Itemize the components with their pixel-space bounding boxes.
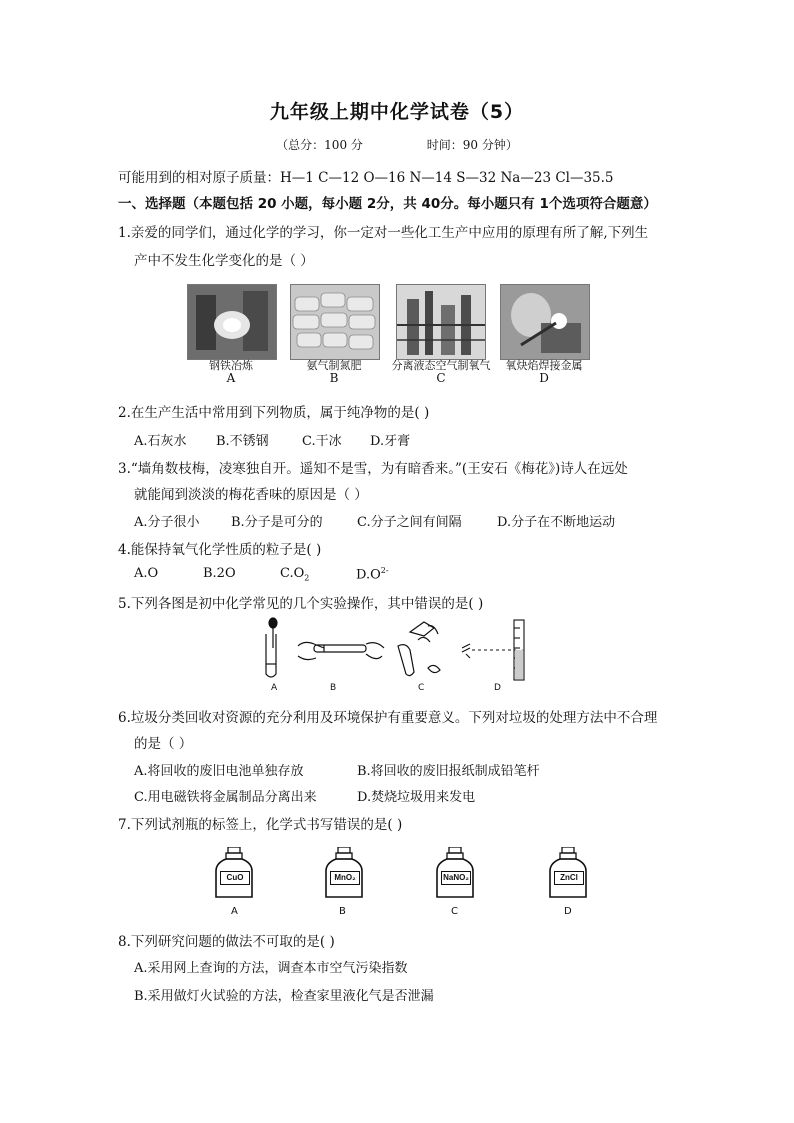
q8-option-b: B.采用做灯火试验的方法，检查家里液化气是否泄漏	[134, 989, 434, 1004]
reagent-bottle-d	[548, 847, 588, 899]
q1-stem-line1: 1.亲爱的同学们，通过化学的学习，你一定对一些化工生产中应用的原理有所了解,下列生	[118, 225, 649, 241]
q3-stem-line2: 就能闻到淡淡的梅花香味的原因是（ ）	[134, 487, 368, 503]
bottle-letter-b: B	[339, 906, 346, 917]
reagent-bottle-a	[214, 847, 254, 899]
q8-stem: 8.下列研究问题的做法不可取的是( )	[118, 934, 335, 950]
exp-a-dropper-icon	[266, 618, 277, 677]
q5-experiment-figure	[258, 614, 538, 684]
q3-option-c: C.分子之间有间隔	[357, 515, 462, 530]
photo-steel-smelting	[187, 284, 277, 360]
q6-option-d: D.焚烧垃圾用来发电	[357, 790, 476, 805]
exam-time: 时间：90 分钟）	[426, 138, 518, 152]
q4-stem: 4.能保持氧气化学性质的粒子是( )	[118, 542, 322, 558]
bottle-b-label: MnO₂	[330, 871, 360, 885]
bottle-a-label: CuO	[220, 871, 250, 885]
q6-option-b: B.将回收的废旧报纸制成铅笔杆	[357, 764, 540, 779]
q4-option-c: $C.O_2$	[280, 566, 310, 583]
bottle-letter-a: A	[231, 906, 238, 917]
q3-option-b: B.分子是可分的	[231, 515, 323, 530]
q2-option-d: D.牙膏	[370, 434, 411, 449]
page-title: 九年级上期中化学试卷（5）	[269, 101, 525, 123]
q8-option-a: A.采用网上查询的方法，调查本市空气污染指数	[134, 961, 408, 976]
q3-option-d: D.分子在不断地运动	[497, 515, 616, 530]
total-score: （总分：100 分	[276, 138, 363, 152]
bottle-letter-c: C	[451, 906, 458, 917]
photo-liquid-air-plant	[396, 284, 486, 360]
caption-d: 氧炔焰焊接金属 D	[505, 359, 583, 385]
reagent-bottle-b	[324, 847, 364, 899]
q2-option-b: B.不锈钢	[216, 434, 269, 449]
q5-label-a: A	[271, 683, 278, 693]
caption-c: 分离液态空气制氧气 C	[391, 359, 491, 385]
q2-stem: 2.在生产生活中常用到下列物质，属于纯净物的是( )	[118, 405, 430, 421]
q7-stem: 7.下列试剂瓶的标签上，化学式书写错误的是( )	[118, 817, 403, 833]
q4-option-b: B.2O	[203, 566, 236, 581]
q6-stem-line2: 的是（ ）	[134, 736, 193, 752]
exp-b-tube-icon	[298, 642, 384, 659]
q5-stem: 5.下列各图是初中化学常见的几个实验操作，其中错误的是( )	[118, 596, 484, 612]
caption-b: 氨气制氮肥 B	[306, 359, 362, 385]
bottle-d-label: ZnCl	[554, 871, 584, 885]
q3-stem-line1: 3.“墙角数枝梅，凌寒独自开。遥知不是雪，为有暗香来。”(王安石《梅花》)诗人在远处	[118, 461, 628, 477]
exp-d-cylinder-icon	[462, 620, 524, 680]
q6-option-c: C.用电磁铁将金属制品分离出来	[134, 790, 317, 805]
q2-option-c: C.干冰	[302, 434, 342, 449]
q4-option-d: $D.O^{2-}$	[356, 566, 389, 583]
q5-label-c: C	[418, 683, 425, 693]
q5-label-b: B	[330, 683, 337, 693]
q2-option-a: A.石灰水	[134, 434, 187, 449]
q6-option-a: A.将回收的废旧电池单独存放	[134, 764, 304, 779]
q6-stem-line1: 6.垃圾分类回收对资源的充分利用及环境保护有重要意义。下列对垃圾的处理方法中不合理	[118, 710, 658, 726]
photo-ammonia-fertilizer	[290, 284, 380, 360]
exam-info	[0, 136, 794, 153]
q3-option-a: A.分子很小	[134, 515, 200, 530]
q5-label-d: D	[494, 683, 501, 693]
atomic-mass-line: 可能用到的相对原子质量：H—1 C—12 O—16 N—14 S—32 Na—23 Cl—35.5	[118, 170, 614, 186]
bottle-c-label: NaNO₂	[441, 871, 471, 885]
section-heading: 一、选择题（本题包括 20 小题，每小题 2分，共 40分。每小题只有 1个选项符合题意）	[118, 196, 657, 212]
caption-a: 钢铁冶炼 A	[209, 359, 253, 385]
q4-option-a: A.O	[134, 566, 159, 581]
q1-stem-line2: 产中不发生化学变化的是（ ）	[134, 253, 314, 269]
exp-c-pouring-icon	[398, 622, 440, 676]
reagent-bottle-c	[435, 847, 475, 899]
photo-oxyacetylene-welding	[500, 284, 590, 360]
bottle-letter-d: D	[564, 906, 572, 917]
